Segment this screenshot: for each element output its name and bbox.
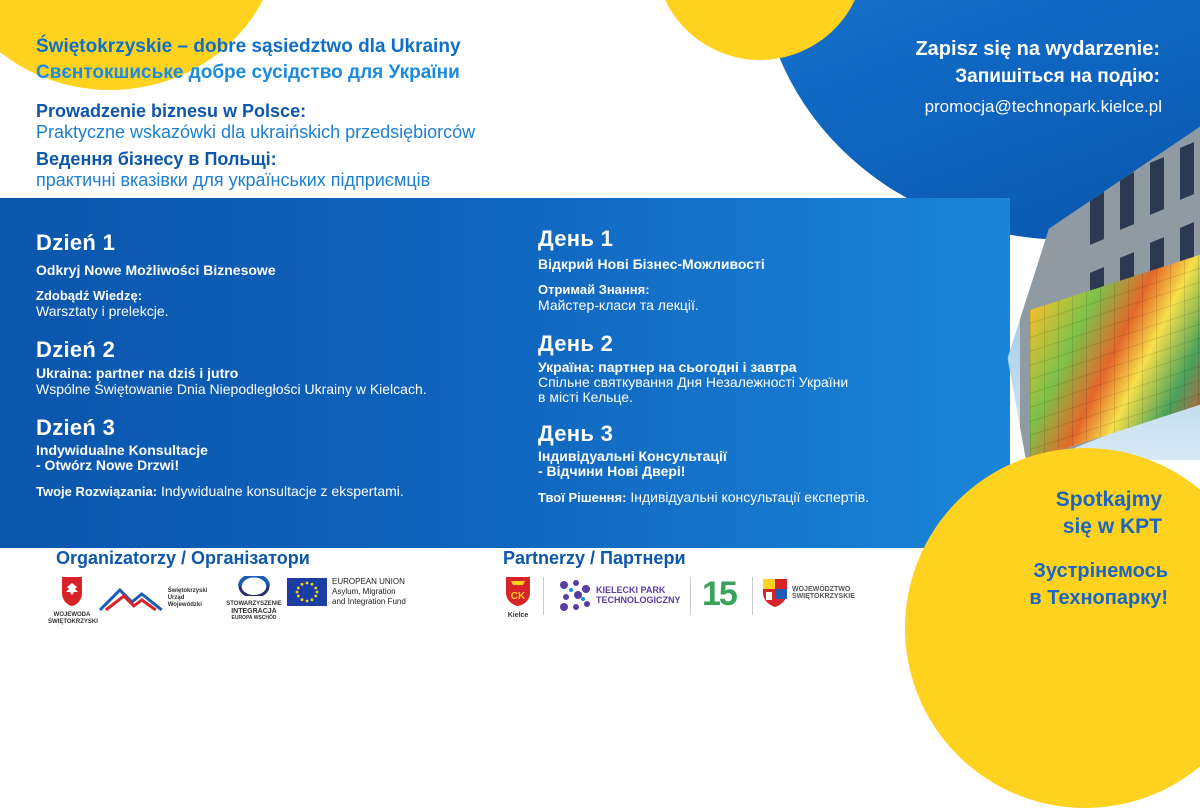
day-label: Отримай Знання: — [538, 282, 650, 297]
day-detail — [36, 483, 516, 499]
kpt-network-icon — [556, 577, 592, 613]
logo-divider — [752, 577, 753, 615]
day-title: Indywidualne Konsultacje — [36, 442, 208, 458]
kielce-logo: CK Kielce — [503, 575, 533, 621]
day-text: Warsztaty i prelekcje. — [36, 303, 169, 319]
day-title: Ukraina: partner na dziś i jutro — [36, 365, 239, 381]
day-label: Zdobądź Wiedzę: — [36, 288, 143, 303]
day-title: Україна: партнер на сьогодні і завтра — [538, 359, 797, 375]
day-heading: Dzień 3 — [36, 415, 116, 440]
eu-fund-logo: EUROPEAN UNION Asylum, Migration and Integration Fund — [287, 577, 406, 607]
ua-subtext: практичні вказівки для українських підприємців — [36, 170, 431, 190]
register-email-link[interactable]: promocja@technopark.kielce.pl — [924, 97, 1162, 116]
wojewoda-logo: WOJEWODA ŚWIĘTOKRZYSKI — [48, 575, 96, 621]
day-heading: Dzień 2 — [36, 337, 116, 362]
meet-pl: Spotkajmy się w KPT — [1055, 488, 1162, 538]
register-heading-pl: Zapisz się na wydarzenie: — [915, 38, 1160, 60]
partners-label: Partnerzy / Партнери — [503, 548, 686, 568]
register-heading-ua: Запишіться на подію: — [955, 66, 1160, 87]
logo-divider — [690, 577, 691, 615]
day-title: Odkryj Nowe Możliwości Biznesowe — [36, 262, 276, 278]
day-label: Twoje Rozwiązania: — [36, 484, 158, 499]
organizers-label: Organizatorzy / Організатори — [56, 548, 310, 568]
eu-flag-icon — [287, 578, 327, 606]
day-text: Індивідуальні консультації експертів. — [626, 489, 870, 505]
kielecki-park-logo: KIELECKI PARK TECHNOLOGICZNY — [556, 577, 681, 613]
day-title: Індивідуальні Консультації — [538, 448, 727, 464]
kielce-crest-icon — [503, 575, 533, 607]
event-title-pl: Świętokrzyskie – dobre sąsiedztwo dla Ukrainy — [36, 36, 461, 57]
program-pl — [36, 230, 516, 499]
day-heading: День 1 — [538, 226, 614, 251]
day-text: Wspólne Świętowanie Dnia Niepodległości Ukrainy w Kielcach. — [36, 381, 427, 397]
pl-subtext: Praktyczne wskazówki dla ukraińskich przedsiębiorców — [36, 122, 476, 142]
svg-text:CK: CK — [510, 591, 526, 602]
day-heading: День 2 — [538, 331, 614, 356]
day-title: Відкрий Нові Бізнес-Можливості — [538, 256, 765, 272]
integration-arrows-icon — [226, 576, 282, 596]
day-heading: День 3 — [538, 421, 614, 446]
logo-divider — [543, 577, 544, 615]
event-title-ua: Свєнтокшиське добре сусідство для України — [36, 62, 460, 83]
stowarzyszenie-integracja-logo: STOWARZYSZENIE INTEGRACJA EUROPA WSCHÓD — [226, 576, 282, 622]
voivodeship-crest-icon — [762, 578, 788, 608]
day-title-continued: - Відчини Нові Двері! — [538, 463, 686, 479]
mountains-icon — [98, 582, 166, 614]
day-title-continued: - Otwórz Nowe Drzwi! — [36, 457, 180, 473]
day-detail — [538, 489, 978, 505]
day-heading: Dzień 1 — [36, 230, 116, 255]
ua-heading: Ведення бізнесу в Польщі: — [36, 149, 277, 169]
meet-ua: Зустрінемось в Технопарку! — [1029, 560, 1168, 609]
program-ua — [538, 226, 978, 505]
urzad-wojewodzki-logo: Świętokrzyski Urząd Wojewódzki — [98, 580, 220, 616]
pl-heading: Prowadzenie biznesu w Polsce: — [36, 101, 307, 121]
wojewodztwo-logo: WOJEWÓDZTWO ŚWIĘTOKRZYSKIE — [762, 578, 855, 608]
day-text: Indywidualne konsultacje z ekspertami. — [157, 483, 404, 499]
day-text: Спільне святкування Дня Незалежності України — [538, 374, 849, 390]
eagle-emblem-icon — [48, 575, 96, 607]
kpt-15-anniversary-logo: 15 — [702, 575, 736, 613]
day-text: Майстер-класи та лекції. — [538, 297, 699, 313]
day-text-continued: в місті Кельце. — [538, 389, 633, 405]
day-label: Твої Рішення: — [538, 490, 627, 505]
